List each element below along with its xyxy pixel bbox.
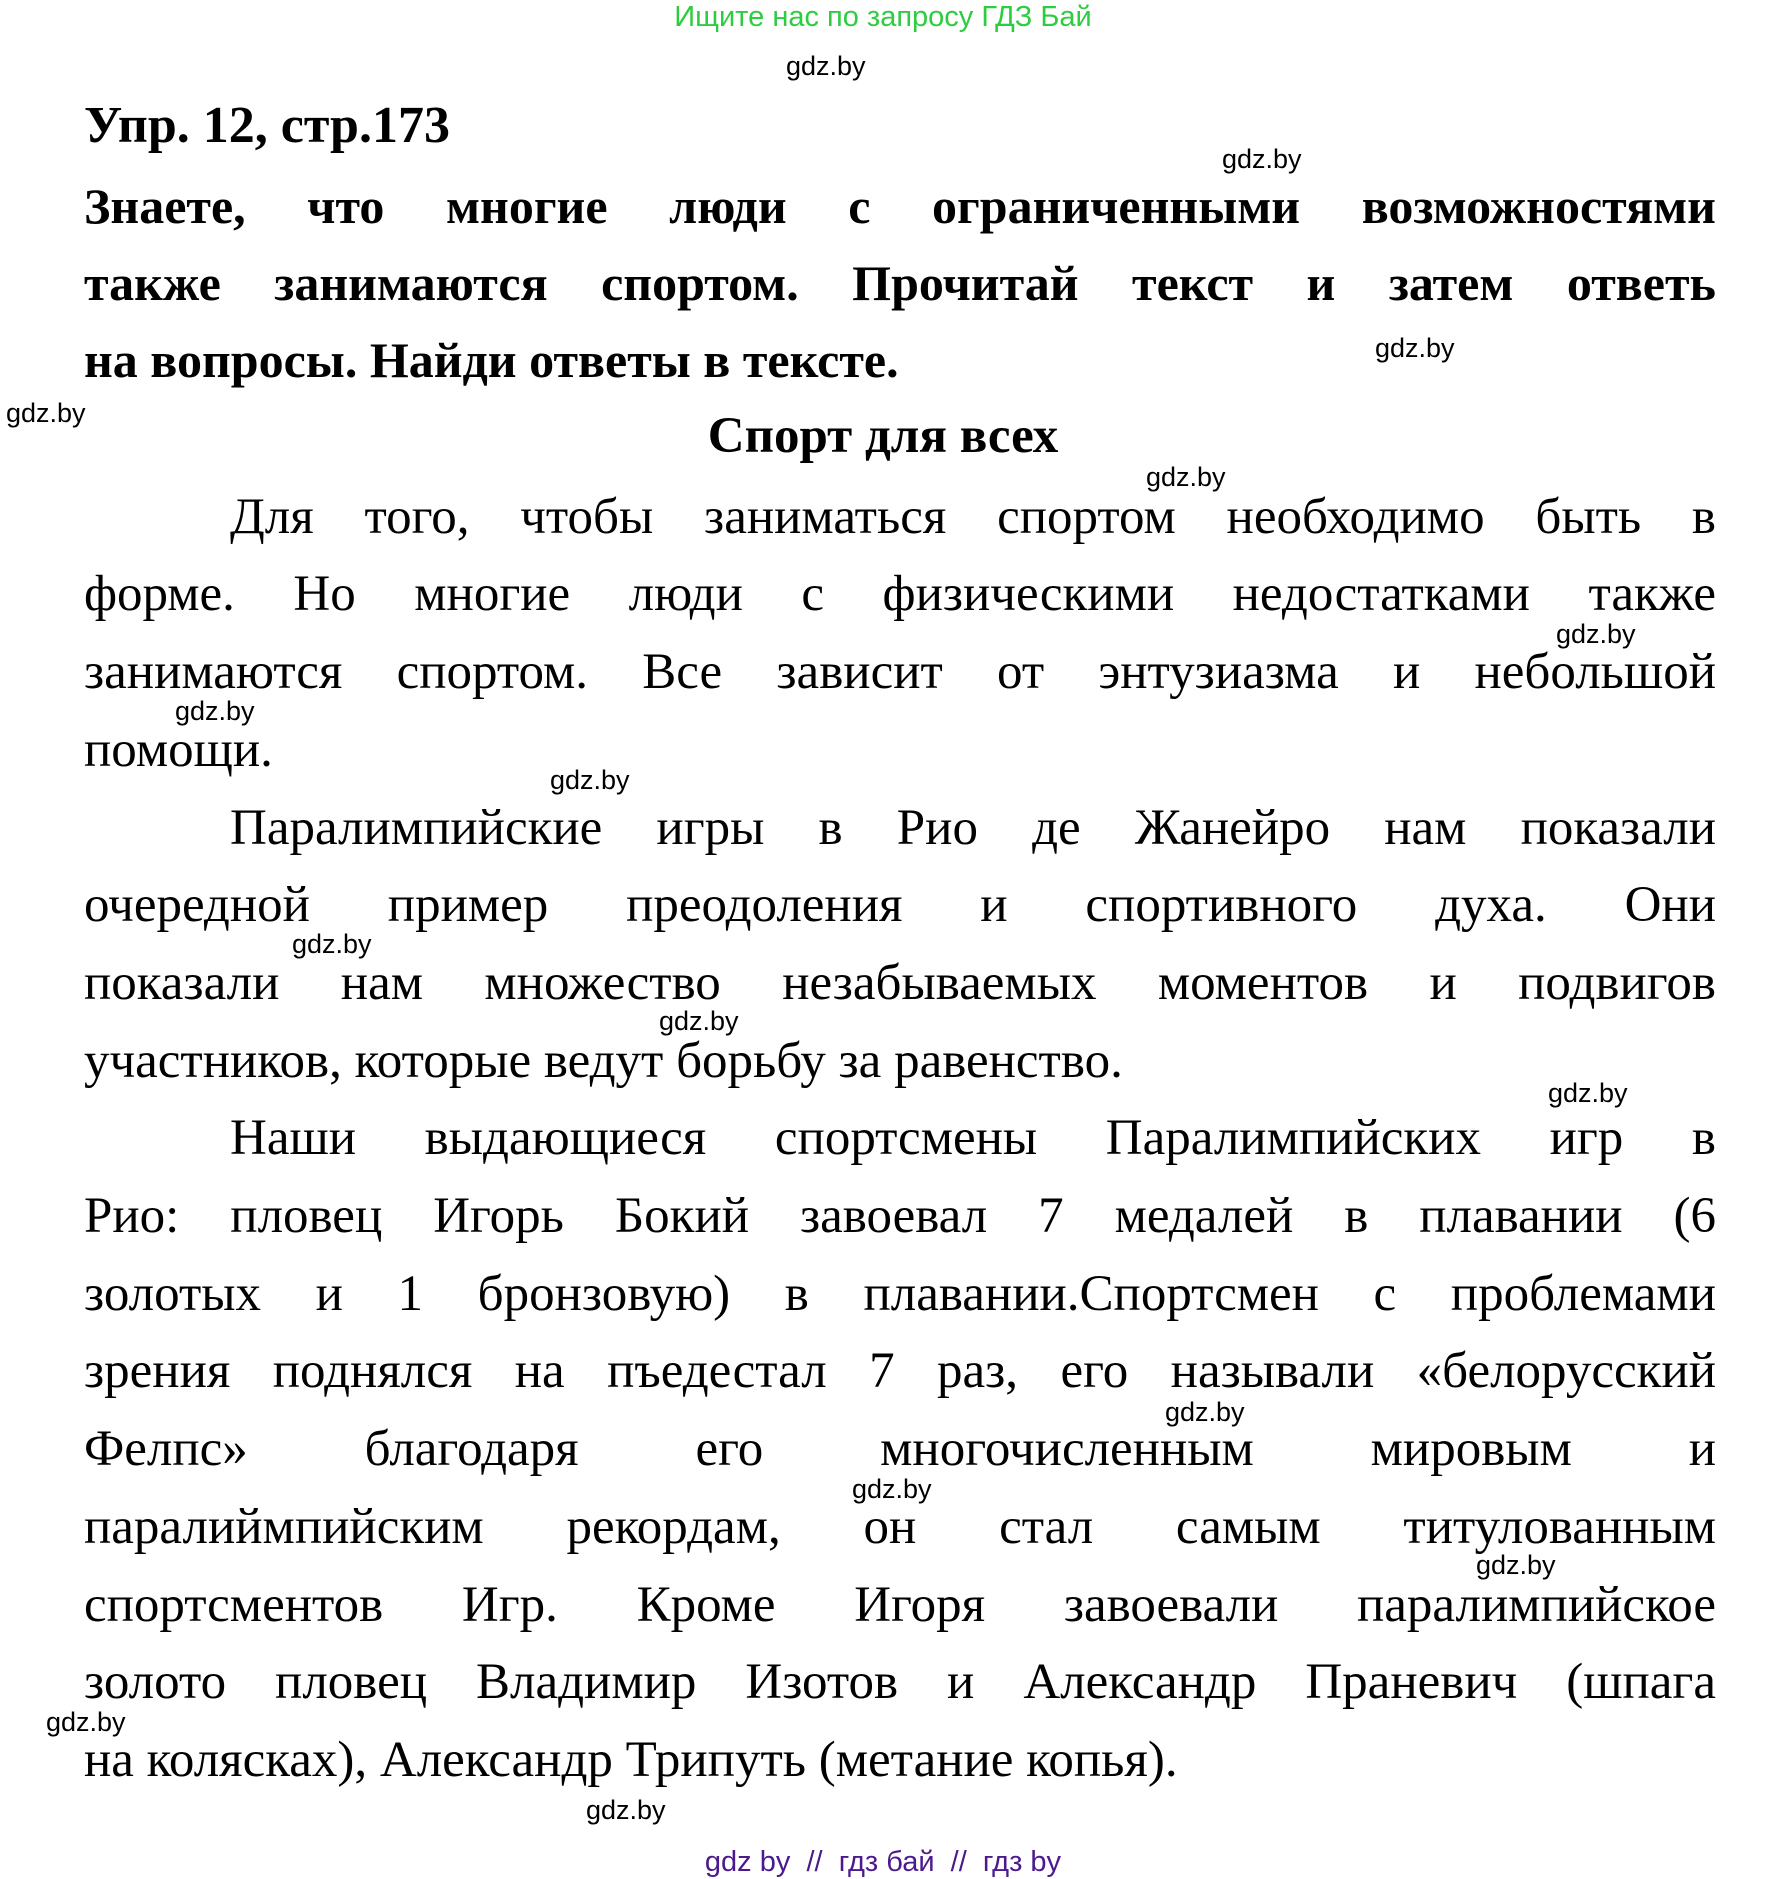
task-line: на вопросы. Найди ответы в тексте. [84,332,899,388]
watermark: gdz.by [1476,1550,1556,1580]
exercise-title: Упр. 12, стр.173 [84,97,450,154]
body-line: Рио: пловец Игорь Бокий завоевал 7 медалей в плавании (6 [84,1188,1716,1244]
body-line: показали нам множество незабываемых моментов и подвигов [84,955,1716,1011]
body-line: очередной пример преодоления и спортивного духа. Они [84,877,1716,933]
watermark: gdz.by [1556,619,1636,649]
watermark: gdz.by [6,398,86,428]
footer-links: gdz by // гдз бай // гдз by [704,1846,1062,1878]
body-line: паралиймпийским рекордам, он стал самым титулованным [84,1499,1716,1555]
watermark: gdz.by [1146,462,1226,492]
body-line: помощи. [84,722,273,778]
task-line: также занимаются спортом. Прочитай текст и затем ответь [84,255,1716,311]
watermark: gdz.by [659,1006,739,1036]
watermark: gdz.by [175,696,255,726]
watermark: gdz.by [1165,1397,1245,1427]
watermark: gdz.by [586,1795,666,1825]
body-line: золото пловец Владимир Изотов и Александр Праневич (шпага [84,1654,1716,1710]
body-line: спортсментов Игр. Кроме Игоря завоевали паралимпийское [84,1577,1716,1633]
body-line: Паралимпийские игры в Рио де Жанейро нам показали [230,800,1716,856]
body-line: участников, которые ведут борьбу за равенство. [84,1033,1123,1089]
body-line: Для того, чтобы заниматься спортом необходимо быть в [230,489,1716,545]
watermark: gdz.by [852,1474,932,1504]
body-line: зрения поднялся на пъедестал 7 раз, его называли «белорусский [84,1343,1716,1399]
watermark: gdz.by [46,1707,126,1737]
body-line: золотых и 1 бронзовую) в плавании.Спортсмен с проблемами [84,1266,1716,1322]
watermark: gdz.by [1375,333,1455,363]
text-heading: Спорт для всех [707,408,1059,464]
watermark: gdz.by [550,765,630,795]
body-line: занимаются спортом. Все зависит от энтузиазма и небольшой [84,644,1716,700]
body-line: Фелпс» благодаря его многочисленным мировым и [84,1421,1716,1477]
body-line: Наши выдающиеся спортсмены Паралимпийских игр в [230,1110,1716,1166]
task-line: Знаете, что многие люди с ограниченными возможностями [84,178,1716,234]
body-line: форме. Но многие люди с физическими недостатками также [84,566,1716,622]
watermark: gdz.by [1548,1078,1628,1108]
watermark: gdz.by [786,51,866,81]
watermark: gdz.by [1222,144,1302,174]
watermark: gdz.by [292,929,372,959]
search-banner: Ищите нас по запросу ГДЗ Бай [674,1,1092,33]
body-line: на колясках), Александр Трипуть (метание копья). [84,1732,1178,1788]
